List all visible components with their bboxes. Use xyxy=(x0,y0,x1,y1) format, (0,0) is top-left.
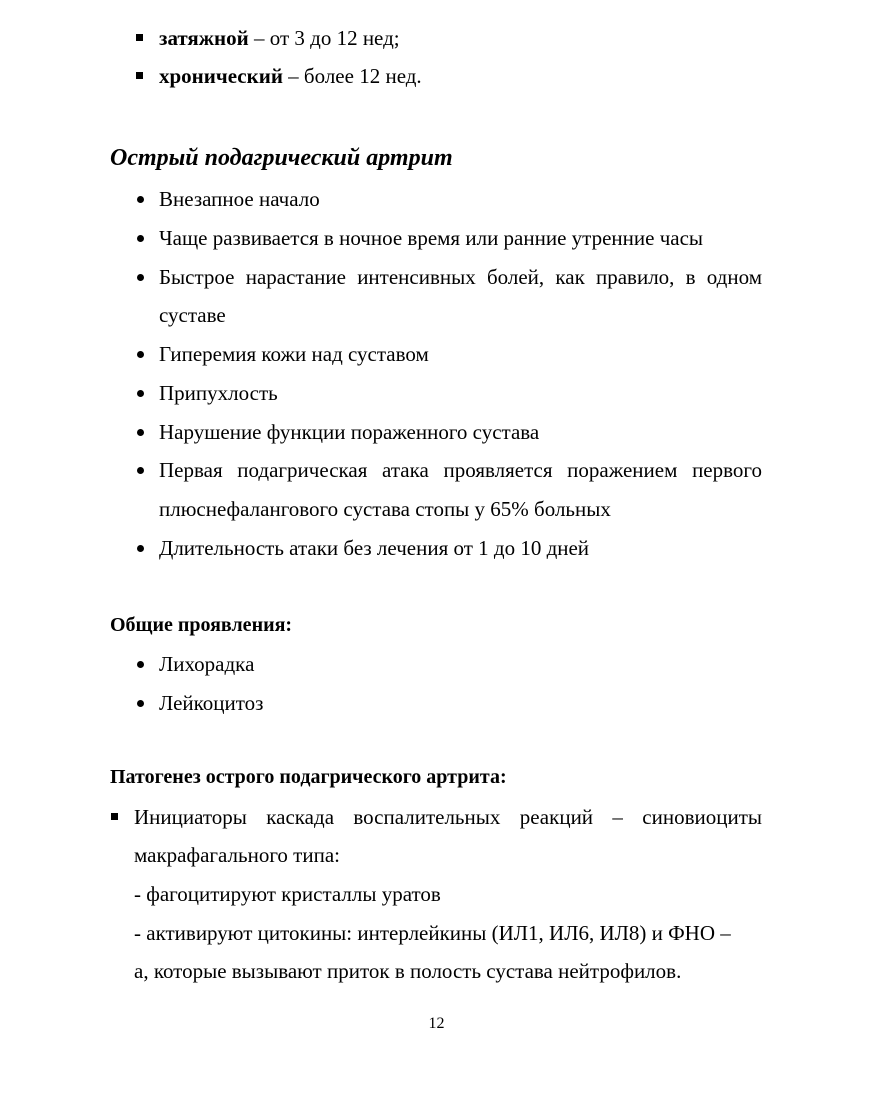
list-item-chronic xyxy=(159,64,422,88)
round-bullet-icon xyxy=(137,545,144,552)
pathogenesis-line: а, которые вызывают приток в полость сустава нейтрофилов. xyxy=(134,959,682,983)
list-item-prolonged xyxy=(159,26,400,50)
section-title-general: Общие проявления: xyxy=(110,614,293,636)
list-item: Припухлость xyxy=(159,381,278,405)
list-item: Внезапное начало xyxy=(159,187,320,211)
list-item-continuation: суставе xyxy=(159,303,226,327)
section-title-pathogenesis: Патогенез острого подагрического артрита: xyxy=(110,766,507,788)
round-bullet-icon xyxy=(137,390,144,397)
term-prolonged: затяжной xyxy=(159,26,249,50)
list-item: Быстрое нарастание интенсивных болей, как правило, в одном xyxy=(159,265,762,289)
term-chronic: хронический xyxy=(159,64,283,88)
square-bullet-icon xyxy=(136,34,143,41)
round-bullet-icon xyxy=(137,274,144,281)
list-item: Нарушение функции пораженного сустава xyxy=(159,420,540,444)
list-item: Длительность атаки без лечения от 1 до 10 дней xyxy=(159,536,590,560)
page-number: 12 xyxy=(428,1015,445,1032)
round-bullet-icon xyxy=(137,429,144,436)
list-item: Лихорадка xyxy=(159,652,255,676)
section-title-acute: Острый подагрический артрит xyxy=(110,145,453,171)
list-item: Лейкоцитоз xyxy=(159,691,264,715)
square-bullet-icon xyxy=(136,72,143,79)
list-item: Гиперемия кожи над суставом xyxy=(159,342,429,366)
pathogenesis-line: Инициаторы каскада воспалительных реакций – синовиоциты xyxy=(134,805,762,829)
pathogenesis-line: - фагоцитируют кристаллы уратов xyxy=(134,882,441,906)
list-item: Первая подагрическая атака проявляется поражением первого xyxy=(159,458,762,482)
list-item-continuation: плюснефалангового сустава стопы у 65% больных xyxy=(159,497,611,521)
round-bullet-icon xyxy=(137,661,144,668)
square-bullet-icon xyxy=(111,813,118,820)
pathogenesis-line: - активируют цитокины: интерлейкины (ИЛ1, ИЛ6, ИЛ8) и ФНО – xyxy=(134,921,731,945)
term-chronic-desc: – более 12 нед. xyxy=(282,64,422,88)
round-bullet-icon xyxy=(137,467,144,474)
round-bullet-icon xyxy=(137,700,144,707)
round-bullet-icon xyxy=(137,196,144,203)
round-bullet-icon xyxy=(137,351,144,358)
list-item: Чаще развивается в ночное время или ранние утренние часы xyxy=(159,226,704,250)
pathogenesis-line: макрафагального типа: xyxy=(134,843,340,867)
round-bullet-icon xyxy=(137,235,144,242)
term-prolonged-desc: – от 3 до 12 нед; xyxy=(248,26,400,50)
